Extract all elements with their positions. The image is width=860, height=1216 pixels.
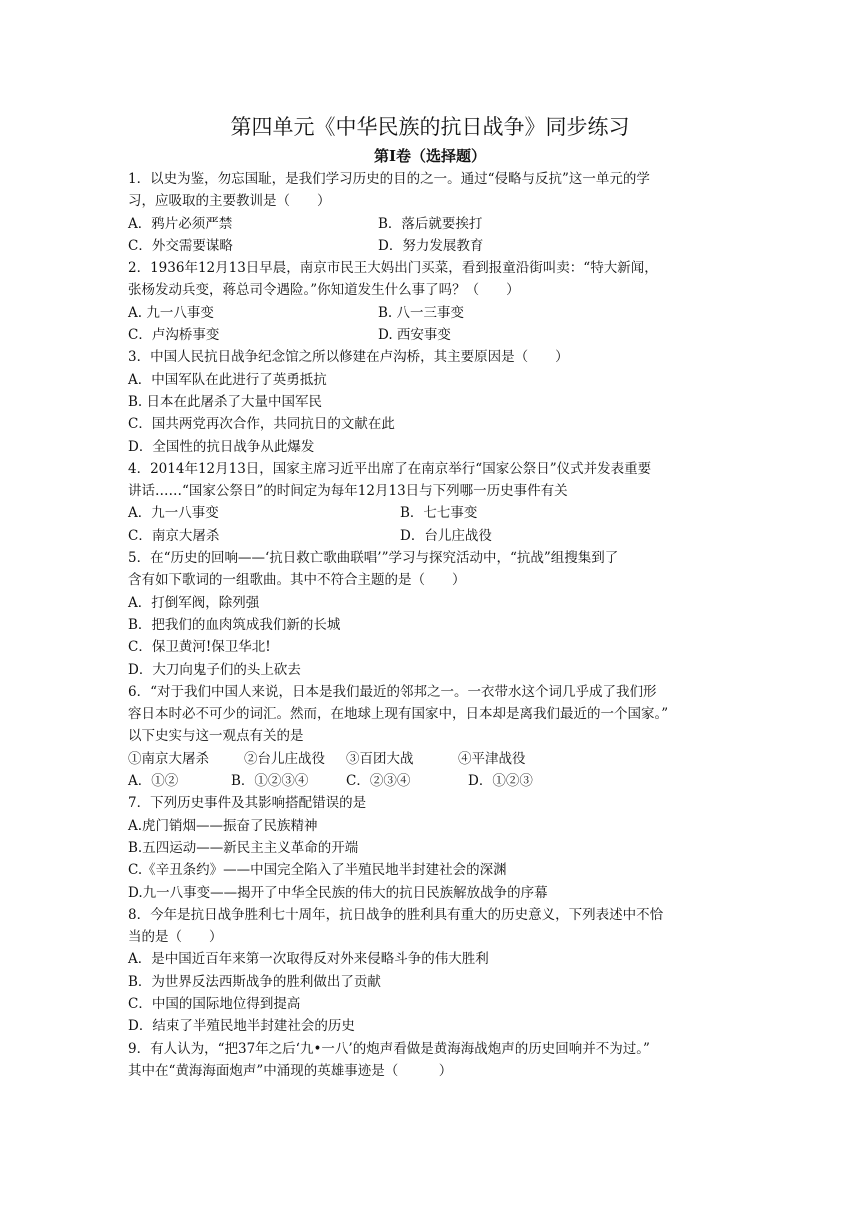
option-a: A．①② <box>128 773 179 790</box>
option-d: D. 西安事变 <box>378 327 451 344</box>
option-b: B．七七事变 <box>400 505 478 522</box>
question-9 <box>128 1038 732 1083</box>
option-a: A．鸦片必须严禁 <box>128 215 233 232</box>
question-text: 张杨发动兵变，蒋总司令遇险。”你知道发生什么事了吗？（ ） <box>128 282 520 299</box>
question-2 <box>128 257 732 346</box>
question-text: 1．以史为鉴，勿忘国耻，是我们学习历史的目的之一。通过“侵略与反抗”这一单元的学 <box>128 171 650 187</box>
question-text: 3．中国人民抗日战争纪念馆之所以修建在卢沟桥，其主要原因是（ ） <box>128 349 569 366</box>
option-b: B. 八一三事变 <box>378 304 465 321</box>
option-d: D．台儿庄战役 <box>400 527 492 544</box>
question-text: 2．1936年12月13日早晨，南京市民王大妈出门买菜，看到报童沿街叫卖：“特大新闻， <box>128 260 658 277</box>
page-title: 第四单元《中华民族的抗日战争》同步练习 <box>230 115 630 139</box>
option-d: D．全国性的抗日战争从此爆发 <box>128 438 315 455</box>
item-2: ②台儿庄战役 <box>244 750 325 767</box>
item-4: ④平津战役 <box>458 750 526 767</box>
option-a: A. 九一八事变 <box>128 304 214 321</box>
option-d: D．大刀向鬼子们的头上砍去 <box>128 661 301 678</box>
option-c: C．②③④ <box>346 773 411 790</box>
option-a: A．中国军队在此进行了英勇抵抗 <box>128 371 327 388</box>
option-c: C．卢沟桥事变 <box>128 327 220 344</box>
option-c: C．中国的国际地位得到提高 <box>128 995 301 1012</box>
option-c: C．国共两党再次合作，共同抗日的文献在此 <box>128 416 395 433</box>
option-c: C.《辛丑条约》——中国完全陷入了半殖民地半封建社会的深渊 <box>128 862 507 879</box>
question-text: 讲话……“国家公祭日”的时间定为每年12月13日与下列哪一历史事件有关 <box>128 483 568 500</box>
item-1: ①南京大屠杀 <box>128 750 209 767</box>
question-4 <box>128 458 732 547</box>
question-text: 5．在“历史的回响——‘抗日救亡歌曲联唱’”学习与探究活动中，“抗战”组搜集到了 <box>128 550 619 567</box>
option-a: A.虎门销烟——振奋了民族精神 <box>128 817 318 834</box>
question-text: 7．下列历史事件及其影响搭配错误的是 <box>128 795 367 812</box>
section-heading: 第Ⅰ卷（选择题） <box>373 147 487 165</box>
item-3: ③百团大战 <box>346 750 414 767</box>
question-6 <box>128 681 732 792</box>
option-a: A．是中国近百年来第一次取得反对外来侵略斗争的伟大胜利 <box>128 951 489 968</box>
question-text: 容日本时必不可少的词汇。然而，在地球上现有国家中，日本却是离我们最近的一个国家。” <box>128 706 669 723</box>
question-1 <box>128 168 732 257</box>
exam-page <box>128 112 732 1082</box>
question-3 <box>128 346 732 457</box>
question-text: 4．2014年12月13日，国家主席习近平出席了在南京举行“国家公祭日”仪式并发表重要 <box>128 460 652 477</box>
question-7 <box>128 792 732 903</box>
question-text: 含有如下歌词的一组歌曲。其中不符合主题的是（ ） <box>128 572 466 589</box>
option-b: B．为世界反法西斯战争的胜利做出了贡献 <box>128 973 381 990</box>
option-b: B. 日本在此屠杀了大量中国军民 <box>128 393 323 410</box>
option-b: B．把我们的血肉筑成我们新的长城 <box>128 616 341 633</box>
question-8 <box>128 904 732 1038</box>
question-text: 当的是（ ） <box>128 929 223 946</box>
option-d: D．结束了半殖民地半封建社会的历史 <box>128 1018 355 1035</box>
question-text: 9．有人认为，“把37年之后‘九•一八’的炮声看做是黄海海战炮声的历史回响并不为过。” <box>128 1040 650 1057</box>
option-c: C．南京大屠杀 <box>128 527 220 544</box>
option-d: D．努力发展教育 <box>378 237 484 254</box>
question-5 <box>128 547 732 681</box>
question-text: 以下史实与这一观点有关的是 <box>128 728 304 745</box>
question-text: 8．今年是抗日战争胜利七十周年，抗日战争的胜利具有重大的历史意义，下列表述中不恰 <box>128 906 664 923</box>
question-text: 其中在“黄海海面炮声”中涌现的英雄事迹是（ ） <box>128 1062 453 1079</box>
option-b: B．①②③④ <box>231 773 309 790</box>
question-text: 习，应吸取的主要教训是（ ） <box>128 193 331 210</box>
option-d: D.九一八事变——揭开了中华全民族的伟大的抗日民族解放战争的序幕 <box>128 884 548 901</box>
option-c: C．保卫黄河!保卫华北! <box>128 639 271 656</box>
option-b: B．落后就要挨打 <box>378 215 483 232</box>
option-a: A．打倒军阀，除列强 <box>128 594 260 611</box>
option-a: A．九一八事变 <box>128 505 219 522</box>
option-c: C．外交需要谋略 <box>128 237 233 254</box>
option-d: D．①②③ <box>468 773 533 790</box>
option-b: B.五四运动——新民主主义革命的开端 <box>128 839 359 856</box>
question-text: 6．“对于我们中国人来说，日本是我们最近的邻邦之一。一衣带水这个词几乎成了我们形 <box>128 683 657 700</box>
